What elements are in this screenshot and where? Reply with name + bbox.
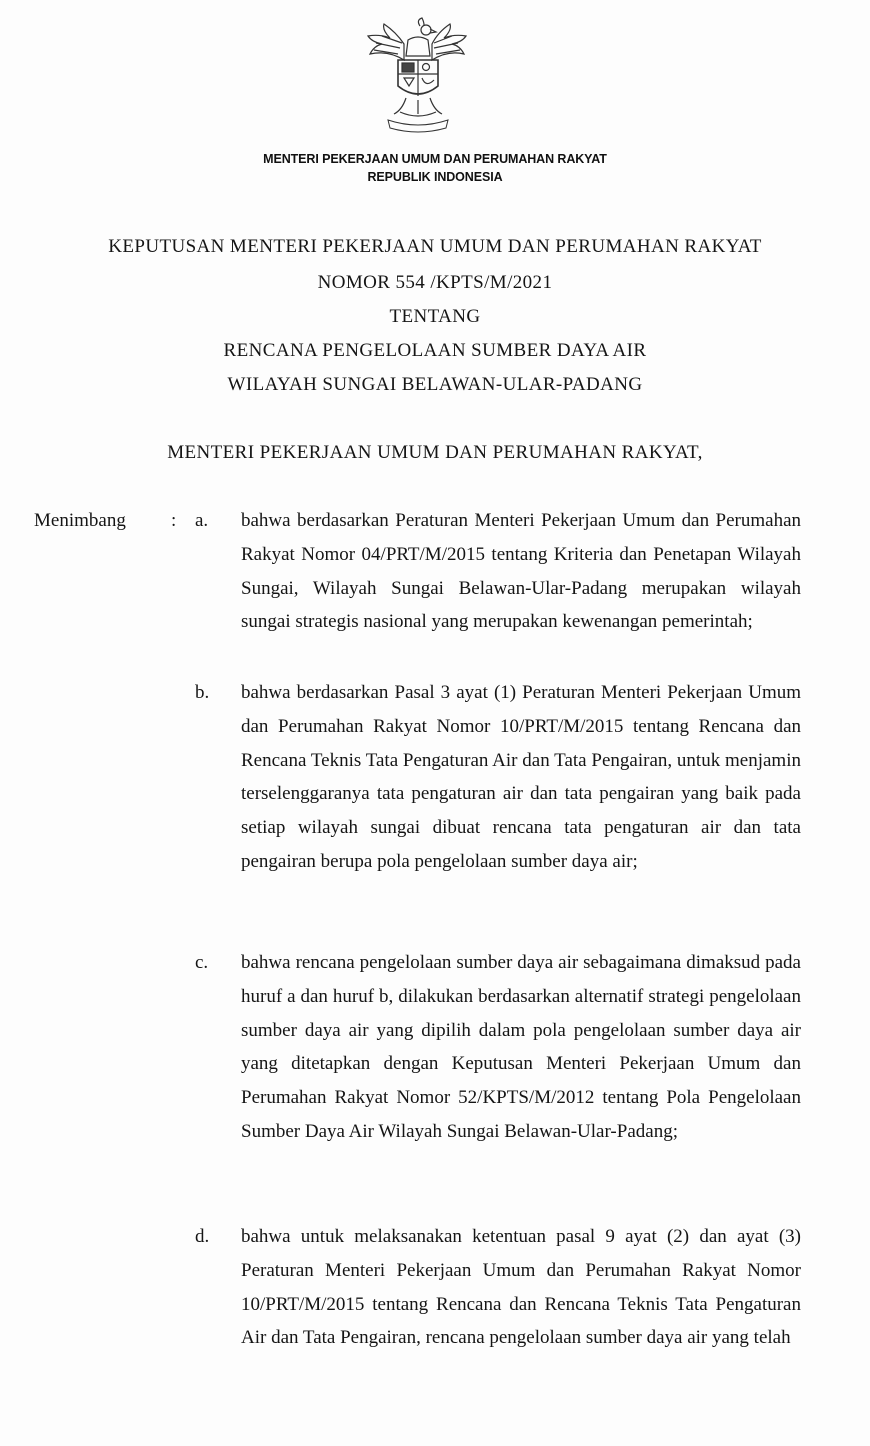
decree-number: NOMOR 554 /KPTS/M/2021 — [317, 272, 553, 293]
considering-colon: : — [171, 510, 177, 531]
considering-item-c: bahwa rencana pengelolaan sumber daya air sebagaimana dimaksud pada huruf a dan huruf b, dilakukan berdasarkan alternatif strategi pengelolaan sumber daya air yang dipilih dalam pola pengelolaan sumber daya air yang ditetapkan dengan Keputusan Menteri Pekerjaan Umum dan Perumahan Rakyat Nomor 52/KPTS/M/2012 tentang Pola Pengelolaan Sumber Daya Air Wilayah Sungai Belawan-Ular-Padang; — [241, 952, 801, 1142]
decree-subject-line2: WILAYAH SUNGAI BELAWAN-ULAR-PADANG — [227, 374, 643, 395]
ministry-name: MENTERI PEKERJAAN UMUM DAN PERUMAHAN RAKYAT — [263, 152, 607, 166]
decree-subject-line1: RENCANA PENGELOLAAN SUMBER DAYA AIR — [223, 340, 647, 361]
garuda-emblem — [360, 16, 472, 136]
considering-label: Menimbang — [34, 510, 126, 531]
garuda-icon — [360, 16, 472, 136]
item-letter-b: b. — [195, 682, 210, 703]
decree-about: TENTANG — [389, 306, 481, 327]
decree-title: KEPUTUSAN MENTERI PEKERJAAN UMUM DAN PERUMAHAN RAKYAT — [108, 236, 762, 257]
country-name: REPUBLIK INDONESIA — [367, 170, 503, 184]
considering-item-d: bahwa untuk melaksanakan ketentuan pasal 9 ayat (2) dan ayat (3) Peraturan Menteri Pekerjaan Umum dan Perumahan Rakyat Nomor 10/PRT/M/2015 tentang Rencana dan Rencana Teknis Tata Pengaturan Air dan Tata Pengairan, rencana pengelolaan sumber daya air yang telah — [241, 1226, 801, 1349]
considering-item-a: bahwa berdasarkan Peraturan Menteri Pekerjaan Umum dan Perumahan Rakyat Nomor 04/PRT/M/2015 tentang Kriteria dan Penetapan Wilayah Sungai, Wilayah Sungai Belawan-Ular-Padang merupakan wilayah sungai strategis nasional yang merupakan kewenangan pemerintah; — [241, 510, 801, 633]
item-letter-a: a. — [195, 510, 209, 531]
considering-item-b: bahwa berdasarkan Pasal 3 ayat (1) Peraturan Menteri Pekerjaan Umum dan Perumahan Rakyat Nomor 10/PRT/M/2015 tentang Rencana dan Rencana Teknis Tata Pengaturan Air dan Tata Pengairan, untuk menjamin terselenggaranya tata pengaturan air dan tata pengairan yang baik pada setiap wilayah sungai dibuat rencana tata pengaturan air dan tata pengairan berupa pola pengelolaan sumber daya air; — [241, 682, 801, 872]
issuer-line: MENTERI PEKERJAAN UMUM DAN PERUMAHAN RAKYAT, — [167, 442, 703, 463]
item-letter-c: c. — [195, 952, 209, 973]
item-letter-d: d. — [195, 1226, 210, 1247]
